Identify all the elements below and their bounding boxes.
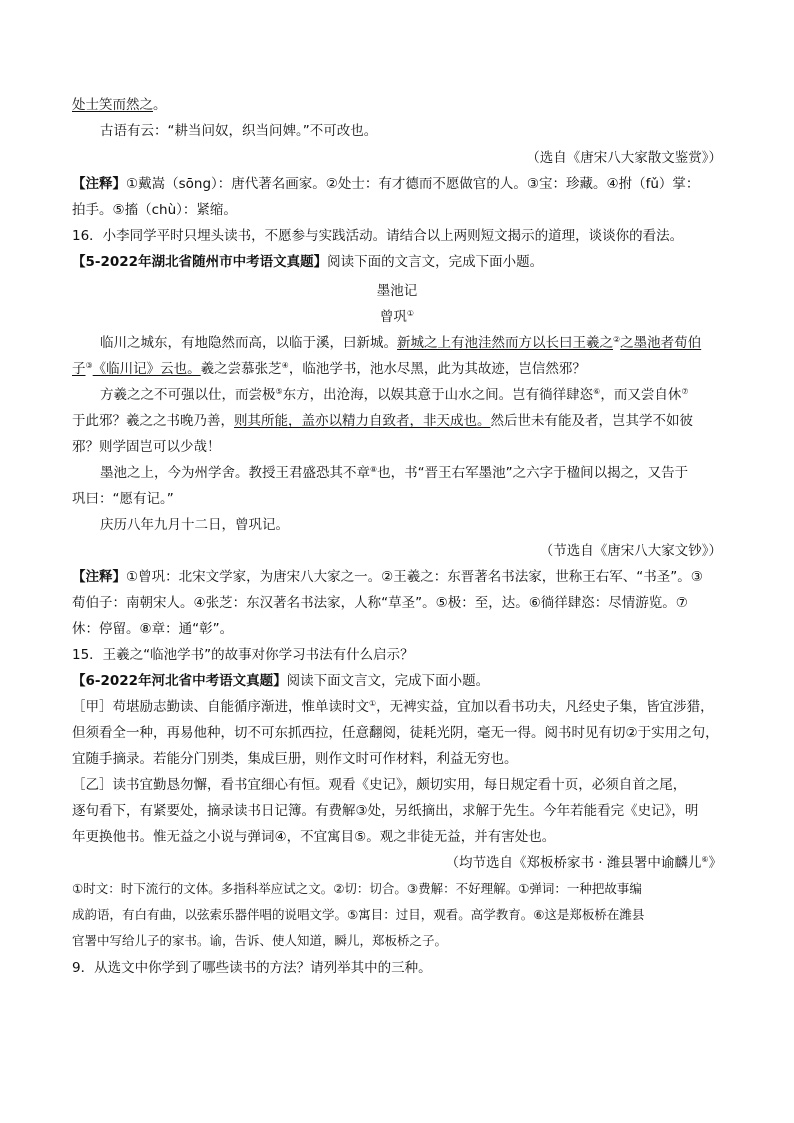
footnote-mark: ⑥ (593, 387, 601, 396)
question-16: 16．小李同学平时只埋头读书，不愿参与实践活动。请结合以上两则短文揭示的道理，谈谈你的看法。 (72, 228, 684, 244)
annotation-line: 官署中写给儿子的家书。谕，告诉、使人知道，瞬儿，郑板桥之子。 (72, 933, 448, 948)
footnote-mark: ③ (85, 361, 93, 370)
footnote-mark: ① (369, 699, 377, 708)
question-9: 9．从选文中你学到了哪些读书的方法？请列举其中的三种。 (72, 960, 432, 976)
essay-author (0, 306, 794, 328)
text-line: 古语有云：“耕当问奴，织当问婢。”不可改也。 (100, 123, 378, 139)
question-15: 15．王羲之“临池学书”的故事对你学习书法有什么启示？ (72, 647, 414, 663)
section-header (72, 251, 722, 273)
text-line: 荀伯子：南朝宋人。④张芝：东汉著名书法家，人称“草圣”。⑤极：至，达。⑥徜徉肆恣：尽情游览。⑦ (72, 595, 688, 611)
text-segment: ，无裨实益，宜加以看书功夫，凡经史子集，皆宜涉猎， (376, 699, 714, 715)
text-line: 邪？则学固岂可以少哉！ (72, 439, 221, 455)
text-line (100, 332, 722, 354)
section-header (72, 670, 722, 692)
annotation-label: 【注释】 (72, 569, 126, 585)
section-source: 【5-2022年湖北省随州市中考语文真题】 (72, 254, 328, 270)
footnote-mark: ⑤ (275, 387, 283, 396)
annotation-text: ①曾巩：北宋文学家，为唐宋八大家之一。②王羲之：东晋著名书法家，世称王右军、“书圣”。③ (126, 569, 703, 585)
text-line (100, 462, 722, 484)
text-line: 宜随手摘录。若能分门别类，集成巨册，则作文时可作材料，利益无穷也。 (72, 751, 518, 767)
footnote-mark: ④ (281, 361, 289, 370)
underlined-text: 《临川记》云也。 (92, 361, 201, 377)
source-citation: （选自《唐宋八大家散文鉴赏》） (526, 150, 722, 166)
period: 。 (153, 97, 167, 113)
text-line (100, 384, 722, 406)
underlined-text: 之墨池者荀伯 (620, 335, 702, 351)
text-segment: 也，书“晋王右军墨池”之六字于楹间以揭之，又告于 (377, 465, 689, 481)
source-citation: （节选自《唐宋八大家文钞》） (539, 543, 722, 559)
essay-title: 墨池记 (376, 283, 418, 299)
text-line: 庆历八年九月十二日，曾巩记。 (100, 517, 289, 533)
text-segment: ，而又尝自休 (600, 387, 682, 403)
citation-text: 》 (708, 855, 722, 871)
section-source: 【6-2022年河北省中考语文真题】 (72, 673, 287, 689)
text-line: 年更换他书。惟无益之小说与弹词④，不宜寓目⑤。观之非徒无益，并有害处也。 (72, 829, 556, 845)
text-line (72, 696, 722, 718)
footnote-mark: ⑧ (370, 465, 378, 474)
text-segment: ，临池学书，池水尽黑，此为其故迹，岂信然邪？ (288, 361, 586, 377)
annotation-line: ①时文：时下流行的文体。多指科举应试之文。②切：切合。③费解：不好理解。①弹词：一种把故事编 (72, 881, 642, 896)
source-citation (445, 852, 722, 874)
text-segment: 临川之城东，有地隐然而高，以临于溪，曰新城。 (100, 335, 397, 351)
text-segment: 于此邪？羲之之书晚乃善， (72, 413, 234, 429)
text-line: 休：停留。⑧章：通“彰”。 (72, 621, 234, 637)
author-name: 曾巩 (379, 309, 407, 325)
footnote-mark: ① (406, 309, 415, 318)
text-line (72, 94, 722, 116)
underlined-text: 则其所能，盖亦以精力自致者，非天成也。 (234, 413, 491, 429)
underlined-text: 子 (72, 361, 86, 377)
text-line: 但须看全一种，再易他种，切不可东抓西拉，任意翻阅，徒耗光阴，毫无一得。阅书时见有切②于实用之句， (72, 725, 719, 741)
text-line (72, 358, 722, 380)
text-line: ［乙］读书宜勤恳勿懈，看书宜细心有恒。观看《史记》，颇切实用，每日规定看十页，必须自首之尾， (72, 777, 687, 793)
text-segment: 东方，出沧海，以娱其意于山水之间。岂有徜徉肆恣 (282, 387, 594, 403)
underlined-text: 处士笑而然之 (72, 97, 153, 113)
annotation-text: ①戴嵩（sōng）：唐代著名画家。②处士：有才德而不愿做官的人。③宝：珍藏。④拊（fǔ）掌： (126, 176, 700, 192)
section-instruction: 阅读下面文言文，完成下面小题。 (286, 673, 490, 689)
text-segment: 羲之尝慕张芝 (200, 361, 282, 377)
footnote-mark: ② (613, 335, 621, 344)
text-segment: ［甲］苟堪励志勤读、自能循序渐进，惟单读时文 (72, 699, 369, 715)
annotation-label: 【注释】 (72, 176, 126, 192)
footnote-mark: ⑦ (681, 387, 689, 396)
annotation-line (72, 173, 722, 195)
underlined-text: 新城之上有池洼然而方以长曰王羲之 (397, 335, 613, 351)
text-segment: 方羲之之不可强以仕，而尝极 (100, 387, 276, 403)
text-line: 拍手。⑤搐（chù）：紧缩。 (72, 202, 237, 218)
footnote-mark: ⑥ (701, 855, 709, 864)
annotation-line: 成韵语，有白有曲，以弦索乐器伴唱的说唱文学。⑤寓目：过目，观看。高学教育。⑥这是郑板桥在潍县 (72, 907, 645, 922)
text-segment: 墨池之上，今为州学舍。教授王君盛恐其不章 (100, 465, 370, 481)
text-line: 逐句看下，有紧要处，摘录读书日记簿。有费解③处，另纸摘出，求解于先生。今年若能看完《史记》，明 (72, 803, 699, 819)
section-instruction: 阅读下面的文言文，完成下面小题。 (327, 254, 544, 270)
text-line: 巩曰：“愿有记。” (72, 491, 174, 507)
text-line (72, 410, 722, 432)
text-segment: 然后世未有能及者，岂其学不如彼 (490, 413, 693, 429)
citation-text: （均节选自《郑板桥家书 · 潍县署中谕麟儿 (445, 855, 702, 871)
annotation-line (72, 566, 722, 588)
